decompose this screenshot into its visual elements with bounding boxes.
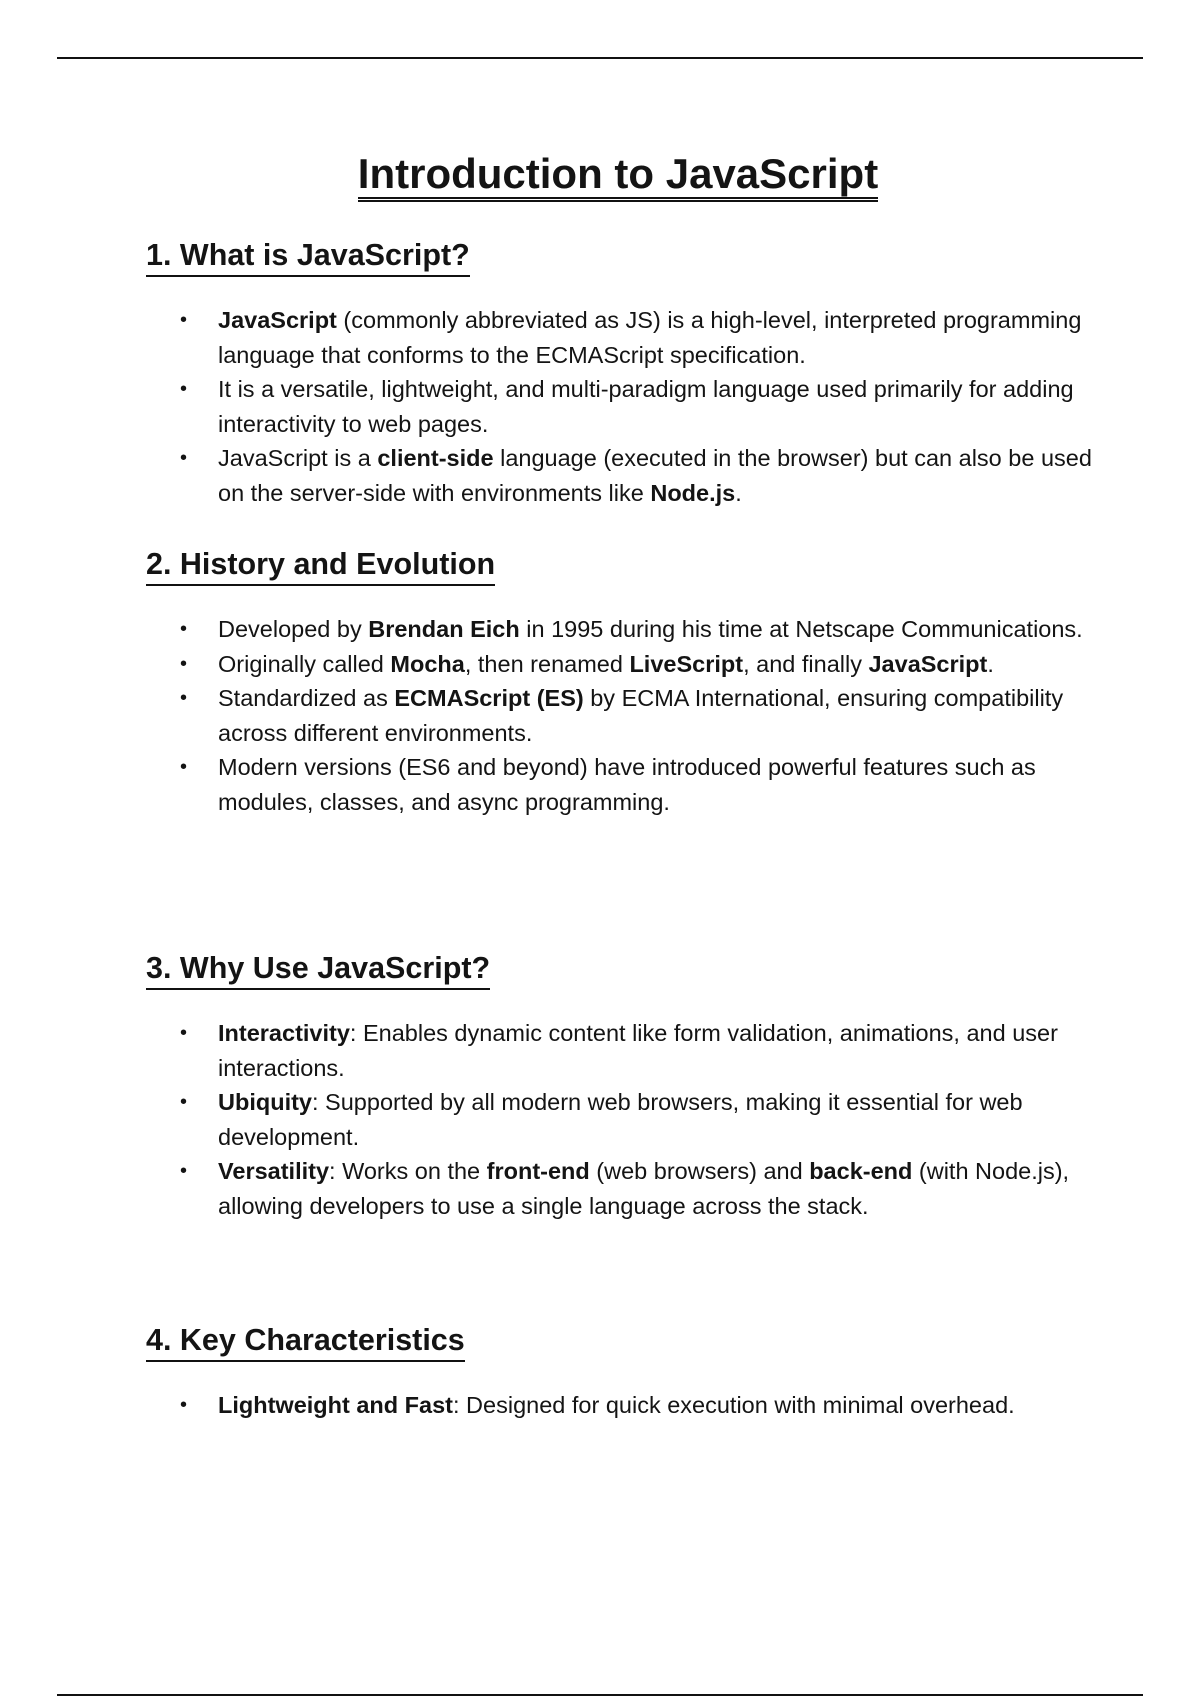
footer-rule <box>57 1694 1143 1696</box>
section-heading: 3. Why Use JavaScript? <box>146 948 490 990</box>
list-item: • Interactivity: Enables dynamic content like form validation, animations, and user interactions. <box>146 1016 1106 1085</box>
bullet-list <box>146 303 1106 510</box>
header-rule <box>57 57 1143 59</box>
section-heading: 2. History and Evolution <box>146 544 495 586</box>
list-item: • JavaScript is a client-side language (executed in the browser) but can also be used on the server-side with environments like Node.js. <box>146 441 1106 510</box>
section-what-is-javascript <box>146 235 1106 510</box>
bullet-list <box>146 1388 1106 1423</box>
bullet-list <box>146 612 1106 819</box>
list-item: • Developed by Brendan Eich in 1995 during his time at Netscape Communications. <box>146 612 1106 647</box>
list-item: • Originally called Mocha, then renamed LiveScript, and finally JavaScript. <box>146 647 1106 682</box>
list-item: • Standardized as ECMAScript (ES) by ECMA International, ensuring compatibility across different environments. <box>146 681 1106 750</box>
bullet-list <box>146 1016 1106 1223</box>
section-why-use-javascript <box>146 948 1106 1223</box>
section-key-characteristics <box>146 1320 1106 1423</box>
section-history-and-evolution <box>146 544 1106 819</box>
section-heading: 1. What is JavaScript? <box>146 235 470 277</box>
document-title: Introduction to JavaScript <box>0 148 1200 200</box>
list-item: • Versatility: Works on the front-end (web browsers) and back-end (with Node.js), allowing developers to use a single language across the stack. <box>146 1154 1106 1223</box>
list-item: • Ubiquity: Supported by all modern web browsers, making it essential for web development. <box>146 1085 1106 1154</box>
section-heading: 4. Key Characteristics <box>146 1320 465 1362</box>
list-item: • JavaScript (commonly abbreviated as JS) is a high-level, interpreted programming language that conforms to the ECMAScript specification. <box>146 303 1106 372</box>
list-item: • Modern versions (ES6 and beyond) have introduced powerful features such as modules, classes, and async programming. <box>146 750 1106 819</box>
list-item: • It is a versatile, lightweight, and multi-paradigm language used primarily for adding interactivity to web pages. <box>146 372 1106 441</box>
list-item: • Lightweight and Fast: Designed for quick execution with minimal overhead. <box>146 1388 1106 1423</box>
